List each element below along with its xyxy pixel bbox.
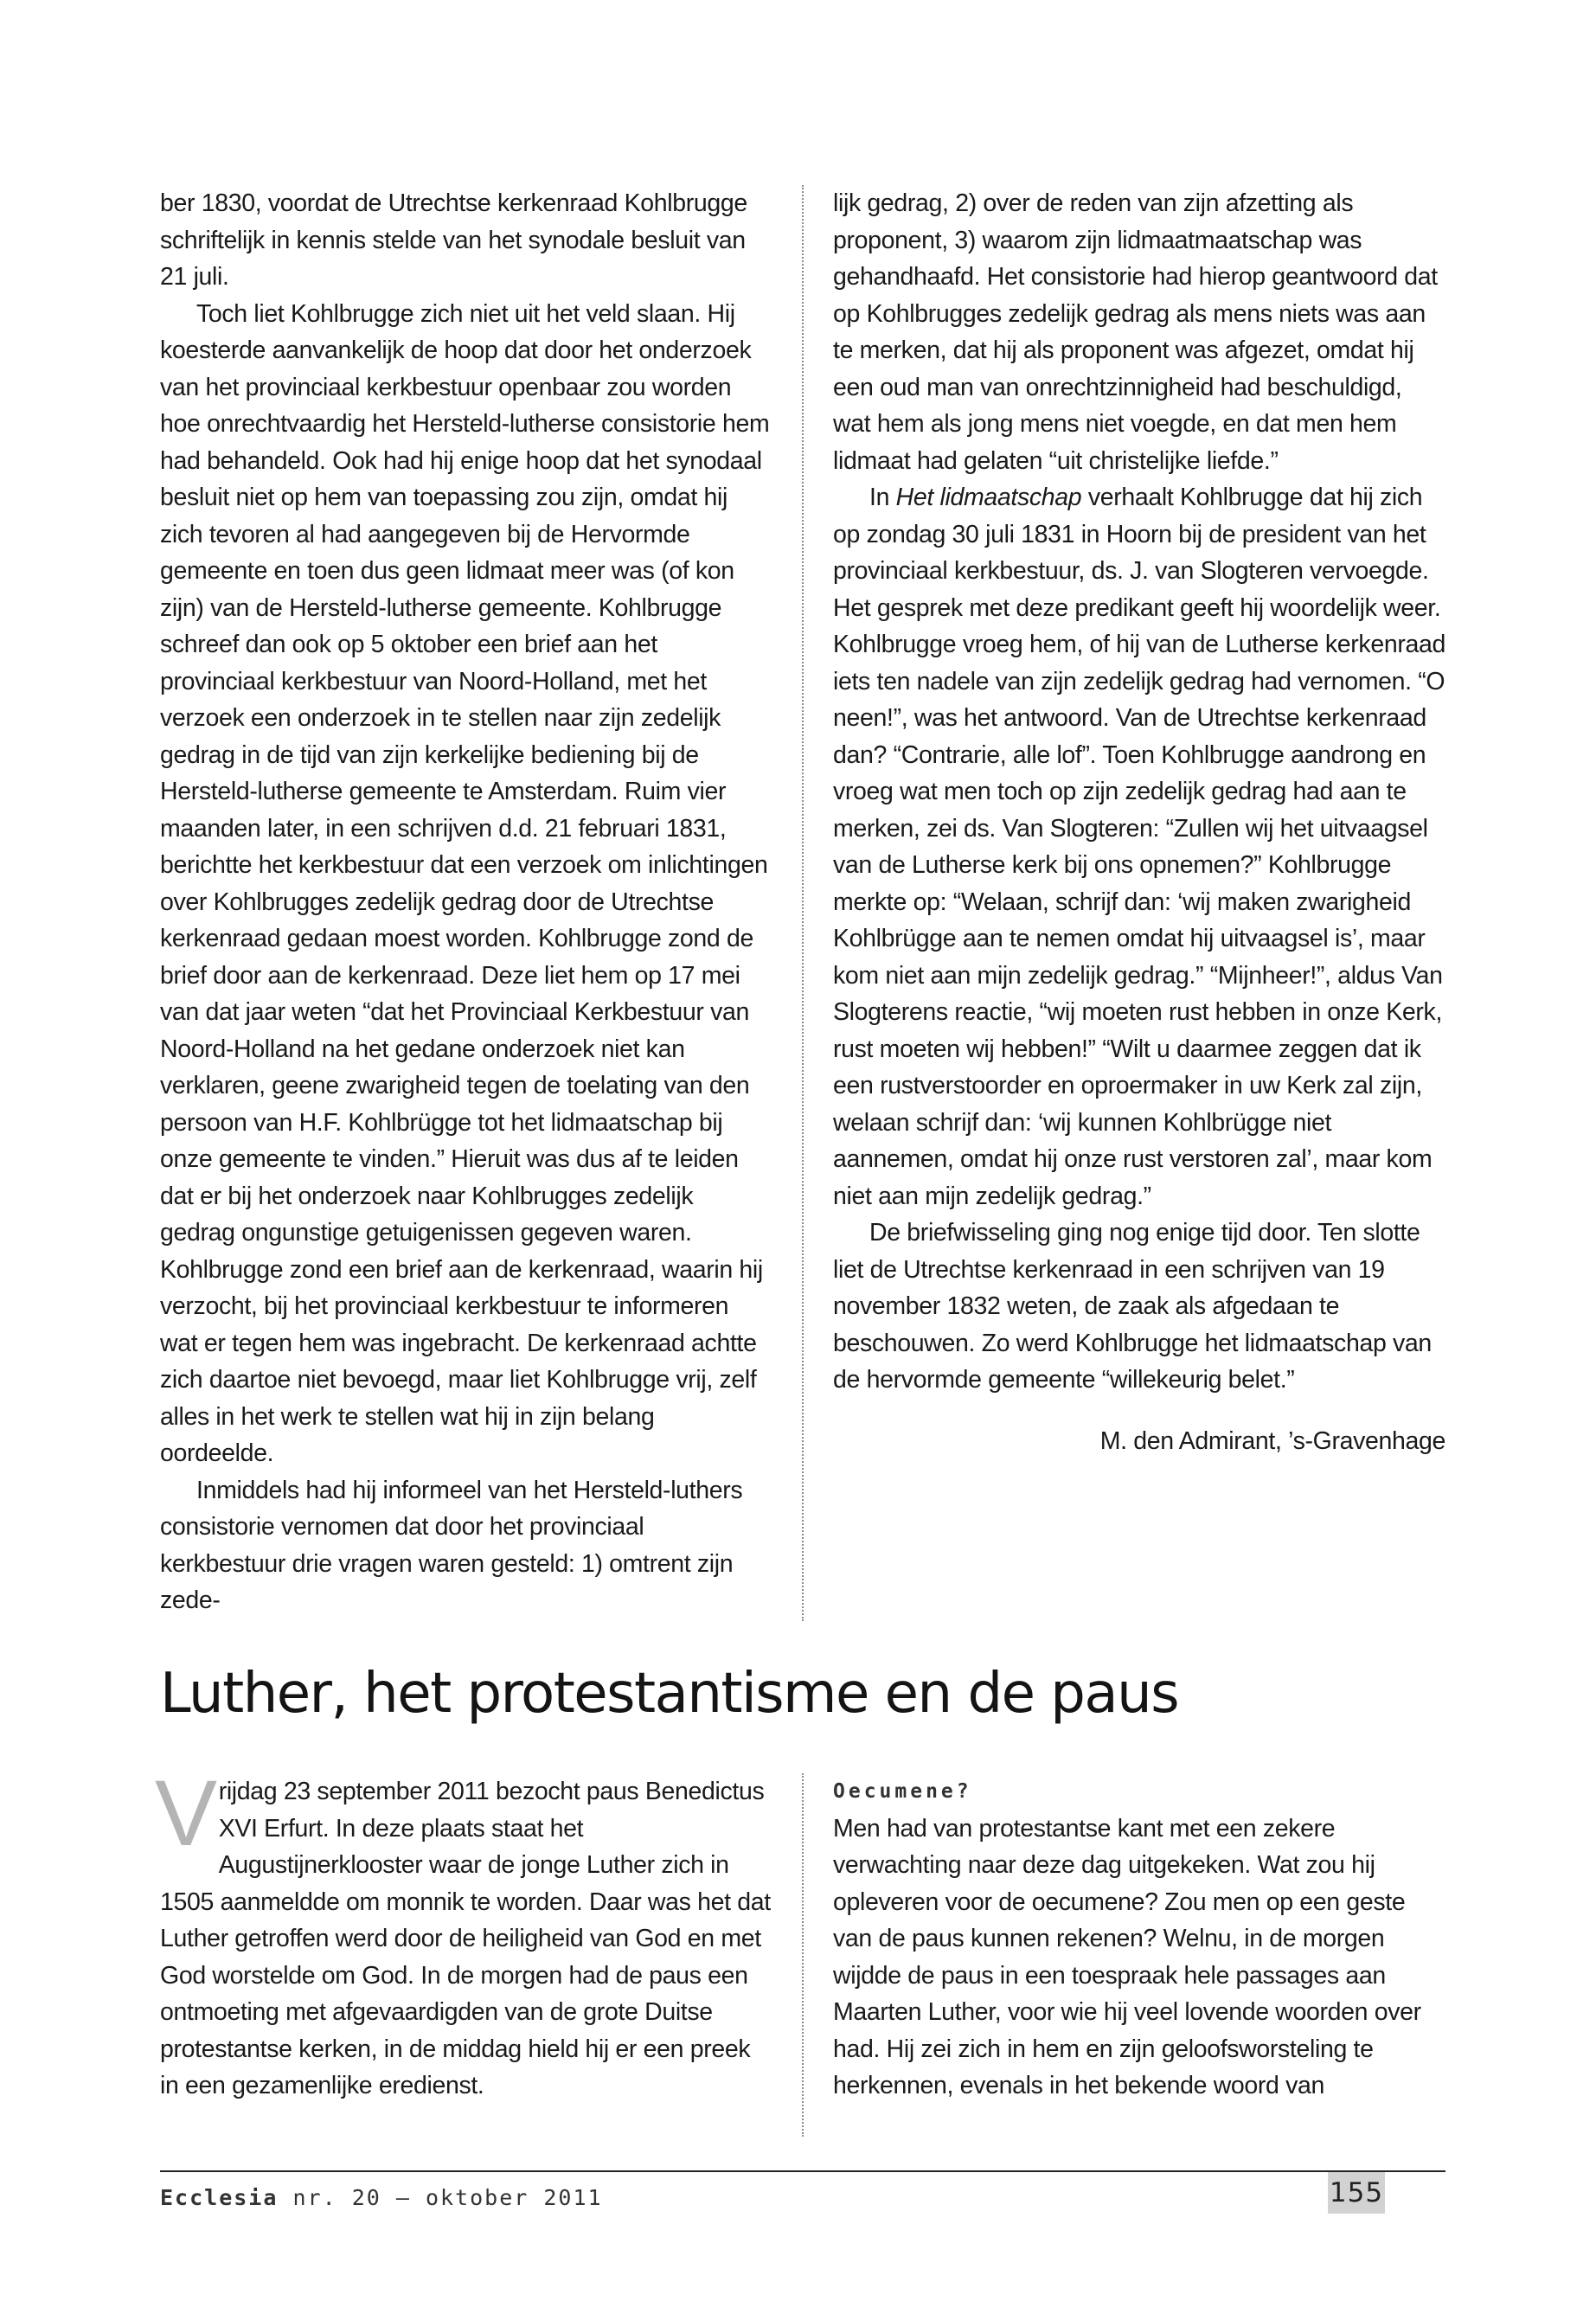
magazine-name: Ecclesia: [160, 2185, 279, 2210]
column-3: [155, 1760, 772, 2105]
paragraph-lead: In: [869, 484, 890, 511]
column-4: [833, 1773, 1445, 2105]
section-heading: Oecumene?: [833, 1780, 972, 1803]
paragraph: [833, 479, 1445, 1215]
drop-cap: V: [155, 1760, 217, 1865]
paragraph: [155, 1760, 772, 2105]
paragraph: Toch liet Kohlbrugge zich niet uit het veld slaan. Hij koesterde aanvankelijk de hoop dat door het onderzoek van het provinciaal kerkbestuur openbaar zou worden hoe onrechtvaardig het Hersteld-lutherse consistorie hem had behandeld. Ook had hij enige hoop dat het synodaal besluit niet op hem van toepassing zou zijn, omdat hij zich tevoren al had aangegeven bij de Hervormde gemeente en toen dus geen lidmaat meer was (of kon zijn) van de Hersteld-lutherse gemeente. Kohlbrugge schreef dan ook op 5 oktober een brief aan het provinciaal kerkbestuur van Noord-Holland, met het verzoek een onderzoek in te stellen naar zijn zedelijk gedrag in de tijd van zijn kerkelijke bediening bij de Hersteld-lutherse gemeente te Amsterdam. Ruim vier maanden later, in een schrijven d.d. 21 februari 1831, berichtte het kerkbestuur dat een verzoek om inlichtingen over Kohlbrugges zedelijk gedrag door de Utrechtse kerkenraad gedaan moest worden. Kohlbrugge zond de brief door aan de kerkenraad. Deze liet hem op 17 mei van dat jaar weten “dat het Provinciaal Kerkbestuur van Noord-Holland na het gedane onderzoek niet kan verklaren, geene zwarigheid tegen de toelating van den persoon van H.F. Kohlbrügge tot het lidmaatschap bij onze gemeente te vinden.” Hieruit was dus af te leiden dat er bij het onderzoek naar Kohlbrugges zedelijk gedrag ongunstige getuigenissen gegeven waren. Kohlbrugge zond een brief aan de kerkenraad, waarin hij verzocht, bij het provinciaal kerkbestuur te informeren wat er tegen hem was ingebracht. De kerkenraad achtte zich daartoe niet bevoegd, maar liet Kohlbrugge vrij, zelf alles in het werk te stellen wat hij in zijn belang oordeelde.: [160, 299, 770, 1467]
author-signature: M. den Admirant, ’s-Gravenhage: [1099, 1426, 1445, 1455]
footer-magazine-info: [160, 2185, 603, 2210]
intro-text: rijdag 23 september 2011 bezocht paus Benedictus XVI Erfurt. In deze plaats staat het Augustijnerklooster waar de jonge Luther zich in 1505 aanmeldde om monnik te worden. Daar was het dat Luther getroffen werd door de heiligheid van God en met God worstelde om God. In de morgen had de paus een ontmoeting met afgevaardigden van de grote Duitse protestantse kerken, in de middag hield hij er een preek in een gezamenlijke eredienst.: [160, 1778, 771, 2099]
paragraph: ber 1830, voordat de Utrechtse kerkenraad Kohlbrugge schriftelijk in kennis stelde van het synodale besluit van 21 juli.: [160, 189, 747, 291]
paragraph-text: verhaalt Kohlbrugge dat hij zich op zondag 30 juli 1831 in Hoorn bij de president van het provinciaal kerkbestuur, ds. J. van Slogteren vervoegde. Het gesprek met deze predikant geeft hij woordelijk weer. Kohlbrugge vroeg hem, of hij van de Lutherse kerkenraad iets ten nadele van zijn zedelijk gedrag had vernomen. “O neen!”, was het antwoord. Van de Utrechtse kerkenraad dan? “Contrarie, alle lof”. Toen Kohlbrugge aandrong en vroeg wat men toch op zijn zedelijk gedrag had aan te merken, zei ds. Van Slogteren: “Zullen wij het uitvaagsel van de Lutherse kerk bij ons opnemen?” Kohlbrugge merkte op: “Welaan, schrijf dan: ‘wij maken zwarigheid Kohlbrügge aan te nemen omdat hij uitvaagsel is’, maar kom niet aan mijn zedelijk gedrag.” “Mijnheer!”, aldus Van Slogterens reactie, “wij moeten rust hebben in onze Kerk, rust moeten wij hebben!” “Wilt u daarmee zeggen dat ik een rustverstoorder en oproermaker in uw Kerk zal zijn, welaan schrijf dan: ‘wij kunnen Kohlbrügge niet aannemen, omdat hij onze rust verstoren zal’, maar kom niet aan mijn zedelijk gedrag.”: [833, 484, 1445, 1210]
column-2: [833, 185, 1445, 1459]
column-divider: [802, 185, 804, 1621]
paragraph: De briefwisseling ging nog enige tijd door. Ten slotte liet de Utrechtse kerkenraad in een schrijven van 19 november 1832 weten, de zaak als afgedaan te beschouwen. Zo werd Kohlbrugge het lidmaatschap van de hervormde gemeente “willekeurig belet.”: [833, 1219, 1432, 1394]
footer-rule: [160, 2170, 1445, 2172]
column-1: [160, 185, 772, 1619]
issue-info: nr. 20 — oktober 2011: [292, 2185, 603, 2210]
column-divider: [802, 1773, 804, 2137]
article-title: Luther, het protestantisme en de paus: [160, 1662, 1179, 1726]
paragraph: Men had van protestantse kant met een zekere verwachting naar deze dag uitgekeken. Wat zou hij opleveren voor de oecumene? Zou men op een geste van de paus kunnen rekenen? Welnu, in de morgen wijdde de paus in een toespraak hele passages aan Maarten Luther, voor wie hij veel lovende woorden over had. Hij zei zich in hem en zijn geloofsworsteling te herkennen, evenals in het bekende woord van: [833, 1814, 1421, 2099]
page-number: 155: [1328, 2172, 1385, 2214]
paragraph: lijk gedrag, 2) over de reden van zijn afzetting als proponent, 3) waarom zijn lidmaatmaatschap was gehandhaafd. Het consistorie had hierop geantwoord dat op Kohlbrugges zedelijk gedrag als mens niets was aan te merken, dat hij als proponent was afgezet, omdat hij een oud man van onrechtzinnigheid had beschuldigd, wat hem als jong mens niet voegde, en dat men hem lidmaat had gelaten “uit christelijke liefde.”: [833, 189, 1438, 475]
book-title: Het lidmaatschap: [895, 484, 1082, 511]
paragraph: Inmiddels had hij informeel van het Hersteld-luthers consistorie vernomen dat door het provinciaal kerkbestuur drie vragen waren gesteld: 1) omtrent zijn zede-: [160, 1476, 743, 1614]
